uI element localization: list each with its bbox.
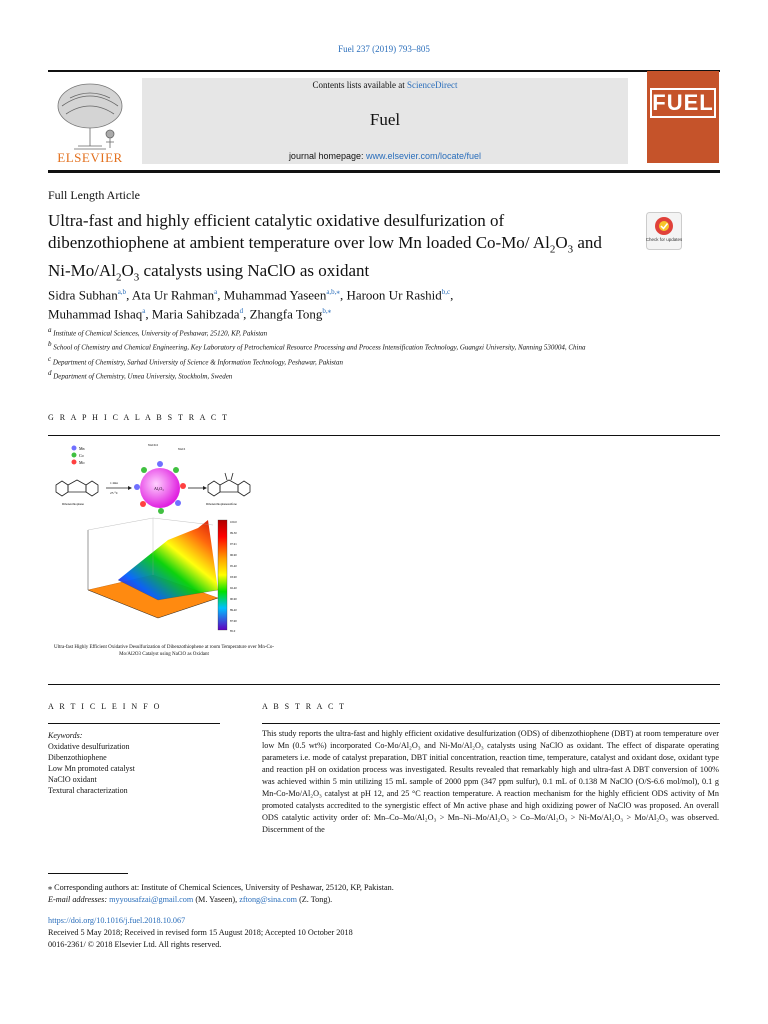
author-affil[interactable]: a [214,288,218,296]
check-updates-icon [646,212,682,250]
cb-tick: 87.90 [230,619,237,623]
author-affil[interactable]: a,b,⁎ [326,288,340,296]
graphical-abstract-figure[interactable] [48,440,288,645]
email-owner-1: (M. Yaseen), [193,895,240,904]
email-label: E-mail addresses: [48,895,110,904]
graphical-abstract-rule [48,435,720,436]
cb-tick: 100.0 [230,520,237,524]
reaction-time: 1 min [110,481,119,485]
legend-dots [72,446,85,466]
author-affil[interactable]: b,⁎ [322,307,332,316]
title-part: O [555,233,568,252]
homepage-prefix: journal homepage: [288,151,366,161]
check-for-updates-button[interactable] [646,212,682,250]
affil-text: Department of Chemistry, Umea University, Stockholm, Sweden [53,372,233,381]
author-affil[interactable]: a,b [117,288,127,296]
title-part: Al [532,233,550,252]
product-label: Dibenzothiophenesulfone [206,502,237,506]
dbt-label: Dibenzothiophene [62,502,84,506]
cb-tick: 89.40 [230,608,237,612]
title-line-1: Ultra-fast and highly efficient catalytic oxidative desulfurization of dibenzothiophene at ambient temperature over low Mn loaded Co-Mo/ [48,211,530,252]
dbto2-molecule [208,473,250,496]
affiliations [48,325,720,382]
cb-tick: 85.0 [230,629,236,633]
author-sep: , [145,306,152,322]
article-info-rule [48,723,220,724]
affil-text: Institute of Chemical Sciences, University of Peshawar, 25120, KP, Pakistan [53,329,268,338]
sciencedirect-link[interactable]: ScienceDirect [407,80,458,90]
author-name[interactable]: Muhammad Ishaq [48,306,143,322]
affiliation-item [48,354,720,367]
author-sep: , [450,287,454,303]
affil-text: Department of Chemistry, Sarhad University of Science & Information Technology, Peshawar, Pakistan [52,357,343,366]
catalyst-sphere [134,461,186,514]
colorbar [218,520,237,633]
cb-tick: 97.91 [230,542,237,546]
author-name[interactable]: Haroon Ur Rashid [346,287,442,303]
keyword-item: Dibenzothiophene [48,753,107,762]
keyword-item: Oxidative desulfurization [48,742,130,751]
check-updates-label: Check for updates [646,237,682,242]
author-list [48,284,720,323]
email-line [48,894,720,906]
author-sep: , [339,287,347,303]
article-type: Full Length Article [48,188,140,202]
author-name[interactable]: Ata Ur Rahman [131,287,215,303]
affil-mark: d [48,368,52,377]
graphical-abstract-heading: G R A P H I C A L A B S T R A C T [48,413,230,422]
cb-tick: 93.90 [230,575,237,579]
reaction-arrow [106,481,132,495]
journal-reference-link[interactable]: Fuel 237 (2019) 793–805 [338,44,430,54]
graphical-abstract-bottom-rule [48,684,720,685]
keyword-item: Low Mn promoted catalyst [48,764,135,773]
affiliation-item [48,368,720,381]
footnote-rule [48,873,128,874]
title-sub: 2 [549,243,556,256]
reaction-temp: 25 °C [110,491,119,495]
corresponding-text: ⁎ Corresponding authors at: Institute of Chemical Sciences, University of Peshawar, 25120, KP, Pakistan. [48,883,394,892]
legend-mo: Mo [79,460,85,465]
homepage-link[interactable]: www.elsevier.com/locate/fuel [366,151,482,161]
nacl-label: NaCl [178,447,186,451]
doi-link[interactable]: https://doi.org/10.1016/j.fuel.2018.10.067 [48,916,186,925]
title-sub: 2 [116,271,122,284]
dbt-molecule [56,480,98,496]
contents-prefix: Contents lists available at [312,80,407,90]
email-owner-2: (Z. Tong). [297,895,333,904]
author-sep: , [126,287,132,303]
affil-mark: b [48,340,52,349]
affil-mark: a [48,326,52,334]
cb-tick: 90.90 [230,597,237,601]
keyword-item: NaClO oxidant [48,775,97,784]
publisher-wordmark: ELSEVIER [57,150,123,165]
abstract-rule [262,723,720,724]
author-name[interactable]: Zhangfa Tong [249,306,323,322]
author-affil[interactable]: b,c [441,288,451,296]
author-sep: , [243,306,250,322]
corresponding-footnote [48,882,720,906]
abstract-heading: A B S T R A C T [262,702,347,711]
cover-title: FUEL [650,88,716,118]
email-link-2[interactable]: zftong@sina.com [239,895,298,904]
title-part: catalysts using NaClO as oxidant [139,261,370,281]
author-name[interactable]: Sidra Subhan [48,287,118,303]
author-affil[interactable]: d [239,307,244,316]
affiliation-item [48,325,720,338]
author-name[interactable]: Muhammad Yaseen [223,287,327,303]
cb-tick: 92.40 [230,586,237,590]
title-sub: 3 [567,243,574,256]
email-link-1[interactable]: myyousafzai@gmail.com [109,895,194,904]
cb-tick: 99.50 [230,531,237,535]
article-title [48,210,628,289]
keywords-label: Keywords: [48,731,83,740]
journal-name: Fuel [369,110,401,129]
graphical-abstract-caption: Ultra-fast Highly Efficient Oxidative Desulfurization of Dibenzothiophene at room Temperature over Mn-Co-Mo/Al2O3 Catalyst using NaClO as Oxidant [53,645,275,657]
contents-availability [142,80,628,90]
legend-co: Co [79,453,84,458]
catalyst-label: Al₂O₃ [154,486,164,491]
legend-mn: Mn [79,446,85,451]
surface-plot [88,518,218,618]
naclo-label: NaClO [148,443,158,447]
author-name[interactable]: Maria Sahibzada [151,306,240,322]
header-bottom-rule [48,170,720,173]
cb-tick: 96.90 [230,553,237,557]
abstract-text: This study reports the ultra-fast and highly efficient oxidative desulfurization (ODS) of dibenzothiophene (DBT) at room temperature over low Mn (0.5 wt%) incorporated Co-Mo/Al₂O₃ and Ni-Mo/Al₂O₃ catalysts using NaClO as oxidant. The effect of disparate operating parameters i.e. mode of catalyst preparation, DBT initial concentration, reaction time, temperature, catalyst and oxidant dose, oxidant type and reaction pH on oxidation process was investigated. Results revealed that remarkably high and ultra-fast A DBT conversion of 100% was achieved within 5 min utilizing 15 mL sample of 2000 ppm (347 ppm sulfur), 0.1 mL of 0.138 M NaClO (O/S-6.6 mol/mol), 0.1 g Mn-Co-Mo/Al₂O₃ catalyst at pH 12, and 25 °C reaction temperature. A reaction mechanism for the highly efficient ODS activity of Mn promoted catalysts accredited to the synergistic effect of Mn active phase and high oxidizing power of NaClO was proposed. An overall ODS catalytic activity order of: Mn–Co–Mo/Al₂O₃ > Mn–Ni–Mo/Al₂O₃ > Co–Mo/Al₂O₃ > Ni-Mo/Al₂O₃ > Mo/Al₂O₃ was observed. Discernment of the [262,729,719,834]
affil-mark: c [48,354,52,363]
cb-tick: 95.40 [230,564,237,568]
keyword-item: Textural characterization [48,786,128,795]
affil-text: School of Chemistry and Chemical Engineering, Key Laboratory of Petrochemical Resource Processing and Process Intensification Technology, Guangxi University, Nanning 530004, China [53,343,586,352]
title-sub: 3 [133,271,140,284]
title-part: O [121,261,134,281]
journal-homepage [142,151,628,161]
affiliation-item [48,339,720,352]
author-affil[interactable]: a [142,307,146,316]
author-sep: , [217,287,224,303]
header-top-rule [48,70,720,72]
article-info-heading: A R T I C L E I N F O [48,702,162,711]
received-dates: Received 5 May 2018; Received in revised form 15 August 2018; Accepted 10 October 2018 [48,928,353,937]
title-part: and Ni-Mo/Al [48,233,602,281]
copyright: 0016-2361/ © 2018 Elsevier Ltd. All rights reserved. [48,940,222,949]
keywords-block [48,730,223,796]
